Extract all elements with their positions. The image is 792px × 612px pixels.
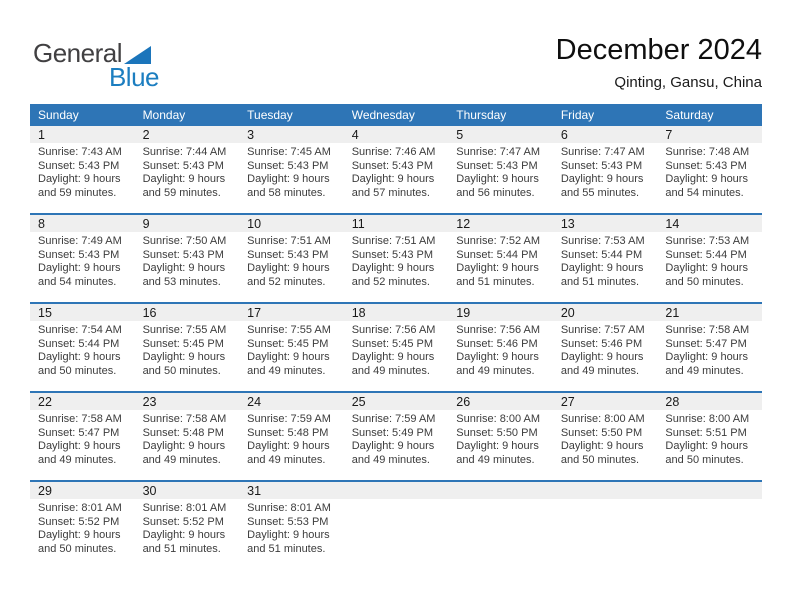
daylight-text: Daylight: 9 hours xyxy=(456,440,539,452)
sunset-text: Sunset: 5:52 PM xyxy=(38,515,120,528)
day-cell xyxy=(30,410,135,480)
day-cell xyxy=(239,499,344,569)
day-number: 13 xyxy=(560,216,575,231)
daylight-text: Daylight: 9 hours xyxy=(665,351,748,363)
day-cell xyxy=(135,321,240,391)
day-cell xyxy=(553,232,658,302)
daylight-text: Daylight: 9 hours xyxy=(142,173,226,185)
day-cell xyxy=(657,232,762,302)
sunrise-text: Sunrise: 8:01 AM xyxy=(142,502,227,514)
info-band xyxy=(30,499,762,569)
sunset-text: Sunset: 5:47 PM xyxy=(665,337,747,350)
sunrise-text: Sunrise: 7:45 AM xyxy=(247,146,331,158)
daylight-text: Daylight: 9 hours xyxy=(247,529,330,541)
day-cell xyxy=(30,232,135,302)
daylight-text: and 50 minutes. xyxy=(560,453,640,466)
day-number: 18 xyxy=(351,305,366,320)
title-block xyxy=(556,34,762,91)
daylight-text: Daylight: 9 hours xyxy=(665,173,748,185)
empty-day-cell xyxy=(344,499,449,569)
day-number: 23 xyxy=(142,394,157,409)
day-cell xyxy=(344,143,449,213)
day-number: 31 xyxy=(247,483,262,498)
day-number: 3 xyxy=(247,127,255,142)
day-cell xyxy=(239,232,344,302)
day-cell xyxy=(135,232,240,302)
day-cell xyxy=(657,321,762,391)
sunrise-text: Sunrise: 7:59 AM xyxy=(351,413,436,425)
day-number: 26 xyxy=(456,394,471,409)
daylight-text: Daylight: 9 hours xyxy=(38,173,121,185)
sunset-text: Sunset: 5:45 PM xyxy=(142,337,224,350)
sunset-text: Sunset: 5:44 PM xyxy=(38,337,120,350)
sunset-text: Sunset: 5:43 PM xyxy=(351,248,434,261)
daylight-text: Daylight: 9 hours xyxy=(247,262,330,274)
sunrise-text: Sunrise: 7:51 AM xyxy=(247,235,331,247)
sunrise-text: Sunrise: 7:58 AM xyxy=(38,413,122,425)
sunset-text: Sunset: 5:43 PM xyxy=(142,159,224,172)
sunrise-text: Sunrise: 7:53 AM xyxy=(665,235,750,247)
day-number: 25 xyxy=(351,394,366,409)
date-band xyxy=(30,304,762,321)
day-cell xyxy=(344,321,449,391)
daylight-text: and 56 minutes. xyxy=(456,186,535,199)
daylight-text: and 54 minutes. xyxy=(38,275,117,288)
weekday-header: Tuesday xyxy=(247,108,293,122)
sunrise-text: Sunrise: 7:52 AM xyxy=(456,235,541,247)
general-blue-logo xyxy=(33,40,173,90)
week-row xyxy=(30,126,762,213)
daylight-text: and 51 minutes. xyxy=(142,542,221,555)
sunrise-text: Sunrise: 7:48 AM xyxy=(665,146,750,158)
sunrise-text: Sunrise: 7:56 AM xyxy=(351,324,436,336)
daylight-text: and 49 minutes. xyxy=(665,364,744,377)
week-row xyxy=(30,302,762,391)
day-number: 2 xyxy=(142,127,150,142)
daylight-text: and 50 minutes. xyxy=(38,542,117,555)
sunrise-text: Sunrise: 7:43 AM xyxy=(38,146,122,158)
daylight-text: and 52 minutes. xyxy=(247,275,326,288)
sunrise-text: Sunrise: 7:59 AM xyxy=(247,413,331,425)
weekday-header: Sunday xyxy=(38,108,79,122)
daylight-text: and 49 minutes. xyxy=(351,364,430,377)
sunrise-text: Sunrise: 7:49 AM xyxy=(38,235,122,247)
day-cell xyxy=(239,143,344,213)
daylight-text: and 49 minutes. xyxy=(247,364,326,377)
daylight-text: and 57 minutes. xyxy=(351,186,430,199)
sunset-text: Sunset: 5:52 PM xyxy=(142,515,224,528)
logo-text-general: General xyxy=(33,38,122,68)
sunset-text: Sunset: 5:43 PM xyxy=(142,248,224,261)
sunrise-text: Sunrise: 7:57 AM xyxy=(560,324,645,336)
daylight-text: Daylight: 9 hours xyxy=(456,262,539,274)
sunset-text: Sunset: 5:45 PM xyxy=(247,337,329,350)
daylight-text: and 49 minutes. xyxy=(456,453,535,466)
daylight-text: and 50 minutes. xyxy=(665,275,744,288)
sunrise-text: Sunrise: 7:46 AM xyxy=(351,146,436,158)
day-number: 8 xyxy=(38,216,45,231)
daylight-text: Daylight: 9 hours xyxy=(351,351,435,363)
date-band xyxy=(30,126,762,143)
day-cell xyxy=(657,143,762,213)
sunrise-text: Sunrise: 7:50 AM xyxy=(142,235,227,247)
daylight-text: and 49 minutes. xyxy=(560,364,640,377)
daylight-text: Daylight: 9 hours xyxy=(38,529,121,541)
daylight-text: Daylight: 9 hours xyxy=(142,440,226,452)
daylight-text: and 51 minutes. xyxy=(560,275,640,288)
sunrise-text: Sunrise: 7:47 AM xyxy=(456,146,541,158)
info-band xyxy=(30,143,762,213)
day-cell xyxy=(448,232,553,302)
sunrise-text: Sunrise: 7:47 AM xyxy=(560,146,645,158)
daylight-text: and 58 minutes. xyxy=(247,186,326,199)
sunset-text: Sunset: 5:49 PM xyxy=(351,426,434,439)
day-cell xyxy=(135,499,240,569)
daylight-text: Daylight: 9 hours xyxy=(142,262,226,274)
sunset-text: Sunset: 5:43 PM xyxy=(560,159,643,172)
daylight-text: Daylight: 9 hours xyxy=(456,173,539,185)
daylight-text: and 52 minutes. xyxy=(351,275,430,288)
date-band xyxy=(30,393,762,410)
sunrise-text: Sunrise: 7:51 AM xyxy=(351,235,436,247)
sunset-text: Sunset: 5:43 PM xyxy=(38,159,120,172)
daylight-text: and 55 minutes. xyxy=(560,186,640,199)
daylight-text: and 59 minutes. xyxy=(142,186,221,199)
day-cell xyxy=(135,143,240,213)
day-number: 15 xyxy=(38,305,52,320)
sunset-text: Sunset: 5:50 PM xyxy=(560,426,643,439)
week-row xyxy=(30,391,762,480)
sunrise-text: Sunrise: 7:55 AM xyxy=(142,324,227,336)
daylight-text: Daylight: 9 hours xyxy=(351,262,435,274)
day-cell xyxy=(553,410,658,480)
day-number: 29 xyxy=(38,483,52,498)
sunset-text: Sunset: 5:48 PM xyxy=(142,426,224,439)
weekday-header-row xyxy=(30,104,762,126)
sunrise-text: Sunrise: 7:58 AM xyxy=(142,413,227,425)
day-number: 16 xyxy=(142,305,157,320)
calendar-grid xyxy=(30,104,762,569)
day-cell xyxy=(30,321,135,391)
sunrise-text: Sunrise: 7:53 AM xyxy=(560,235,645,247)
day-cell xyxy=(30,499,135,569)
daylight-text: Daylight: 9 hours xyxy=(560,173,644,185)
day-number: 17 xyxy=(247,305,262,320)
sunset-text: Sunset: 5:44 PM xyxy=(560,248,643,261)
daylight-text: Daylight: 9 hours xyxy=(560,262,644,274)
daylight-text: Daylight: 9 hours xyxy=(38,440,121,452)
day-number: 22 xyxy=(38,394,52,409)
day-cell xyxy=(553,321,658,391)
daylight-text: Daylight: 9 hours xyxy=(247,173,330,185)
day-number: 5 xyxy=(456,127,464,142)
day-number: 27 xyxy=(560,394,575,409)
sunrise-text: Sunrise: 7:58 AM xyxy=(665,324,750,336)
daylight-text: and 49 minutes. xyxy=(247,453,326,466)
daylight-text: Daylight: 9 hours xyxy=(38,262,121,274)
day-number: 19 xyxy=(456,305,471,320)
day-number: 10 xyxy=(247,216,262,231)
day-cell xyxy=(448,321,553,391)
sunset-text: Sunset: 5:43 PM xyxy=(351,159,434,172)
sunrise-text: Sunrise: 7:56 AM xyxy=(456,324,541,336)
day-cell xyxy=(344,410,449,480)
weekday-header: Monday xyxy=(142,108,186,122)
sunset-text: Sunset: 5:46 PM xyxy=(560,337,643,350)
daylight-text: Daylight: 9 hours xyxy=(351,173,435,185)
empty-day-cell xyxy=(553,499,658,569)
sunset-text: Sunset: 5:43 PM xyxy=(665,159,747,172)
sunrise-text: Sunrise: 8:01 AM xyxy=(247,502,331,514)
weekday-header: Saturday xyxy=(665,108,714,122)
sunset-text: Sunset: 5:51 PM xyxy=(665,426,747,439)
sunrise-text: Sunrise: 8:00 AM xyxy=(665,413,750,425)
daylight-text: Daylight: 9 hours xyxy=(38,351,121,363)
daylight-text: and 59 minutes. xyxy=(38,186,117,199)
day-number: 28 xyxy=(665,394,680,409)
sunrise-text: Sunrise: 7:54 AM xyxy=(38,324,122,336)
sunset-text: Sunset: 5:43 PM xyxy=(456,159,538,172)
sunrise-text: Sunrise: 8:01 AM xyxy=(38,502,122,514)
date-band xyxy=(30,215,762,232)
daylight-text: and 49 minutes. xyxy=(351,453,430,466)
sunset-text: Sunset: 5:44 PM xyxy=(456,248,538,261)
day-number: 30 xyxy=(142,483,157,498)
info-band xyxy=(30,232,762,302)
day-number: 21 xyxy=(665,305,680,320)
sunset-text: Sunset: 5:48 PM xyxy=(247,426,329,439)
day-cell xyxy=(135,410,240,480)
sunrise-text: Sunrise: 8:00 AM xyxy=(560,413,645,425)
sunset-text: Sunset: 5:47 PM xyxy=(38,426,120,439)
info-band xyxy=(30,410,762,480)
daylight-text: Daylight: 9 hours xyxy=(142,351,226,363)
week-row xyxy=(30,213,762,302)
daylight-text: and 49 minutes. xyxy=(38,453,117,466)
day-number: 11 xyxy=(351,216,365,231)
daylight-text: Daylight: 9 hours xyxy=(560,440,644,452)
daylight-text: Daylight: 9 hours xyxy=(560,351,644,363)
daylight-text: and 50 minutes. xyxy=(142,364,221,377)
day-cell xyxy=(30,143,135,213)
day-cell xyxy=(448,143,553,213)
daylight-text: Daylight: 9 hours xyxy=(665,440,748,452)
daylight-text: Daylight: 9 hours xyxy=(247,351,330,363)
day-cell xyxy=(239,410,344,480)
day-number: 4 xyxy=(351,127,359,142)
empty-day-cell xyxy=(448,499,553,569)
day-number: 1 xyxy=(38,127,45,142)
weeks-container xyxy=(30,126,762,569)
weekday-header: Wednesday xyxy=(351,108,415,122)
day-number: 6 xyxy=(560,127,568,142)
weekday-header: Thursday xyxy=(456,108,507,122)
daylight-text: Daylight: 9 hours xyxy=(665,262,748,274)
daylight-text: and 53 minutes. xyxy=(142,275,221,288)
daylight-text: Daylight: 9 hours xyxy=(456,351,539,363)
day-number: 9 xyxy=(142,216,150,231)
sunset-text: Sunset: 5:46 PM xyxy=(456,337,538,350)
logo-text-blue: Blue xyxy=(108,62,159,92)
daylight-text: and 50 minutes. xyxy=(665,453,744,466)
sunset-text: Sunset: 5:44 PM xyxy=(665,248,747,261)
weekday-header: Friday xyxy=(560,108,595,122)
day-number: 14 xyxy=(665,216,680,231)
day-cell xyxy=(553,143,658,213)
page-subtitle: Qinting, Gansu, China xyxy=(614,74,762,92)
sunset-text: Sunset: 5:53 PM xyxy=(247,515,329,528)
date-band xyxy=(30,482,762,499)
sunset-text: Sunset: 5:45 PM xyxy=(351,337,434,350)
week-row xyxy=(30,480,762,569)
day-cell xyxy=(239,321,344,391)
daylight-text: Daylight: 9 hours xyxy=(247,440,330,452)
empty-day-cell xyxy=(657,499,762,569)
sunrise-text: Sunrise: 7:44 AM xyxy=(142,146,227,158)
daylight-text: and 49 minutes. xyxy=(142,453,221,466)
day-cell xyxy=(657,410,762,480)
daylight-text: and 51 minutes. xyxy=(456,275,535,288)
sunrise-text: Sunrise: 7:55 AM xyxy=(247,324,331,336)
sunset-text: Sunset: 5:43 PM xyxy=(247,248,329,261)
day-number: 24 xyxy=(247,394,262,409)
sunset-text: Sunset: 5:43 PM xyxy=(247,159,329,172)
page-title: December 2024 xyxy=(555,34,762,66)
daylight-text: Daylight: 9 hours xyxy=(142,529,226,541)
daylight-text: Daylight: 9 hours xyxy=(351,440,435,452)
info-band xyxy=(30,321,762,391)
sunrise-text: Sunrise: 8:00 AM xyxy=(456,413,541,425)
day-number: 7 xyxy=(665,127,673,142)
sunset-text: Sunset: 5:50 PM xyxy=(456,426,538,439)
daylight-text: and 49 minutes. xyxy=(456,364,535,377)
day-number: 20 xyxy=(560,305,575,320)
daylight-text: and 50 minutes. xyxy=(38,364,117,377)
daylight-text: and 54 minutes. xyxy=(665,186,744,199)
daylight-text: and 51 minutes. xyxy=(247,542,326,555)
sunset-text: Sunset: 5:43 PM xyxy=(38,248,120,261)
day-number: 12 xyxy=(456,216,471,231)
day-cell xyxy=(344,232,449,302)
day-cell xyxy=(448,410,553,480)
